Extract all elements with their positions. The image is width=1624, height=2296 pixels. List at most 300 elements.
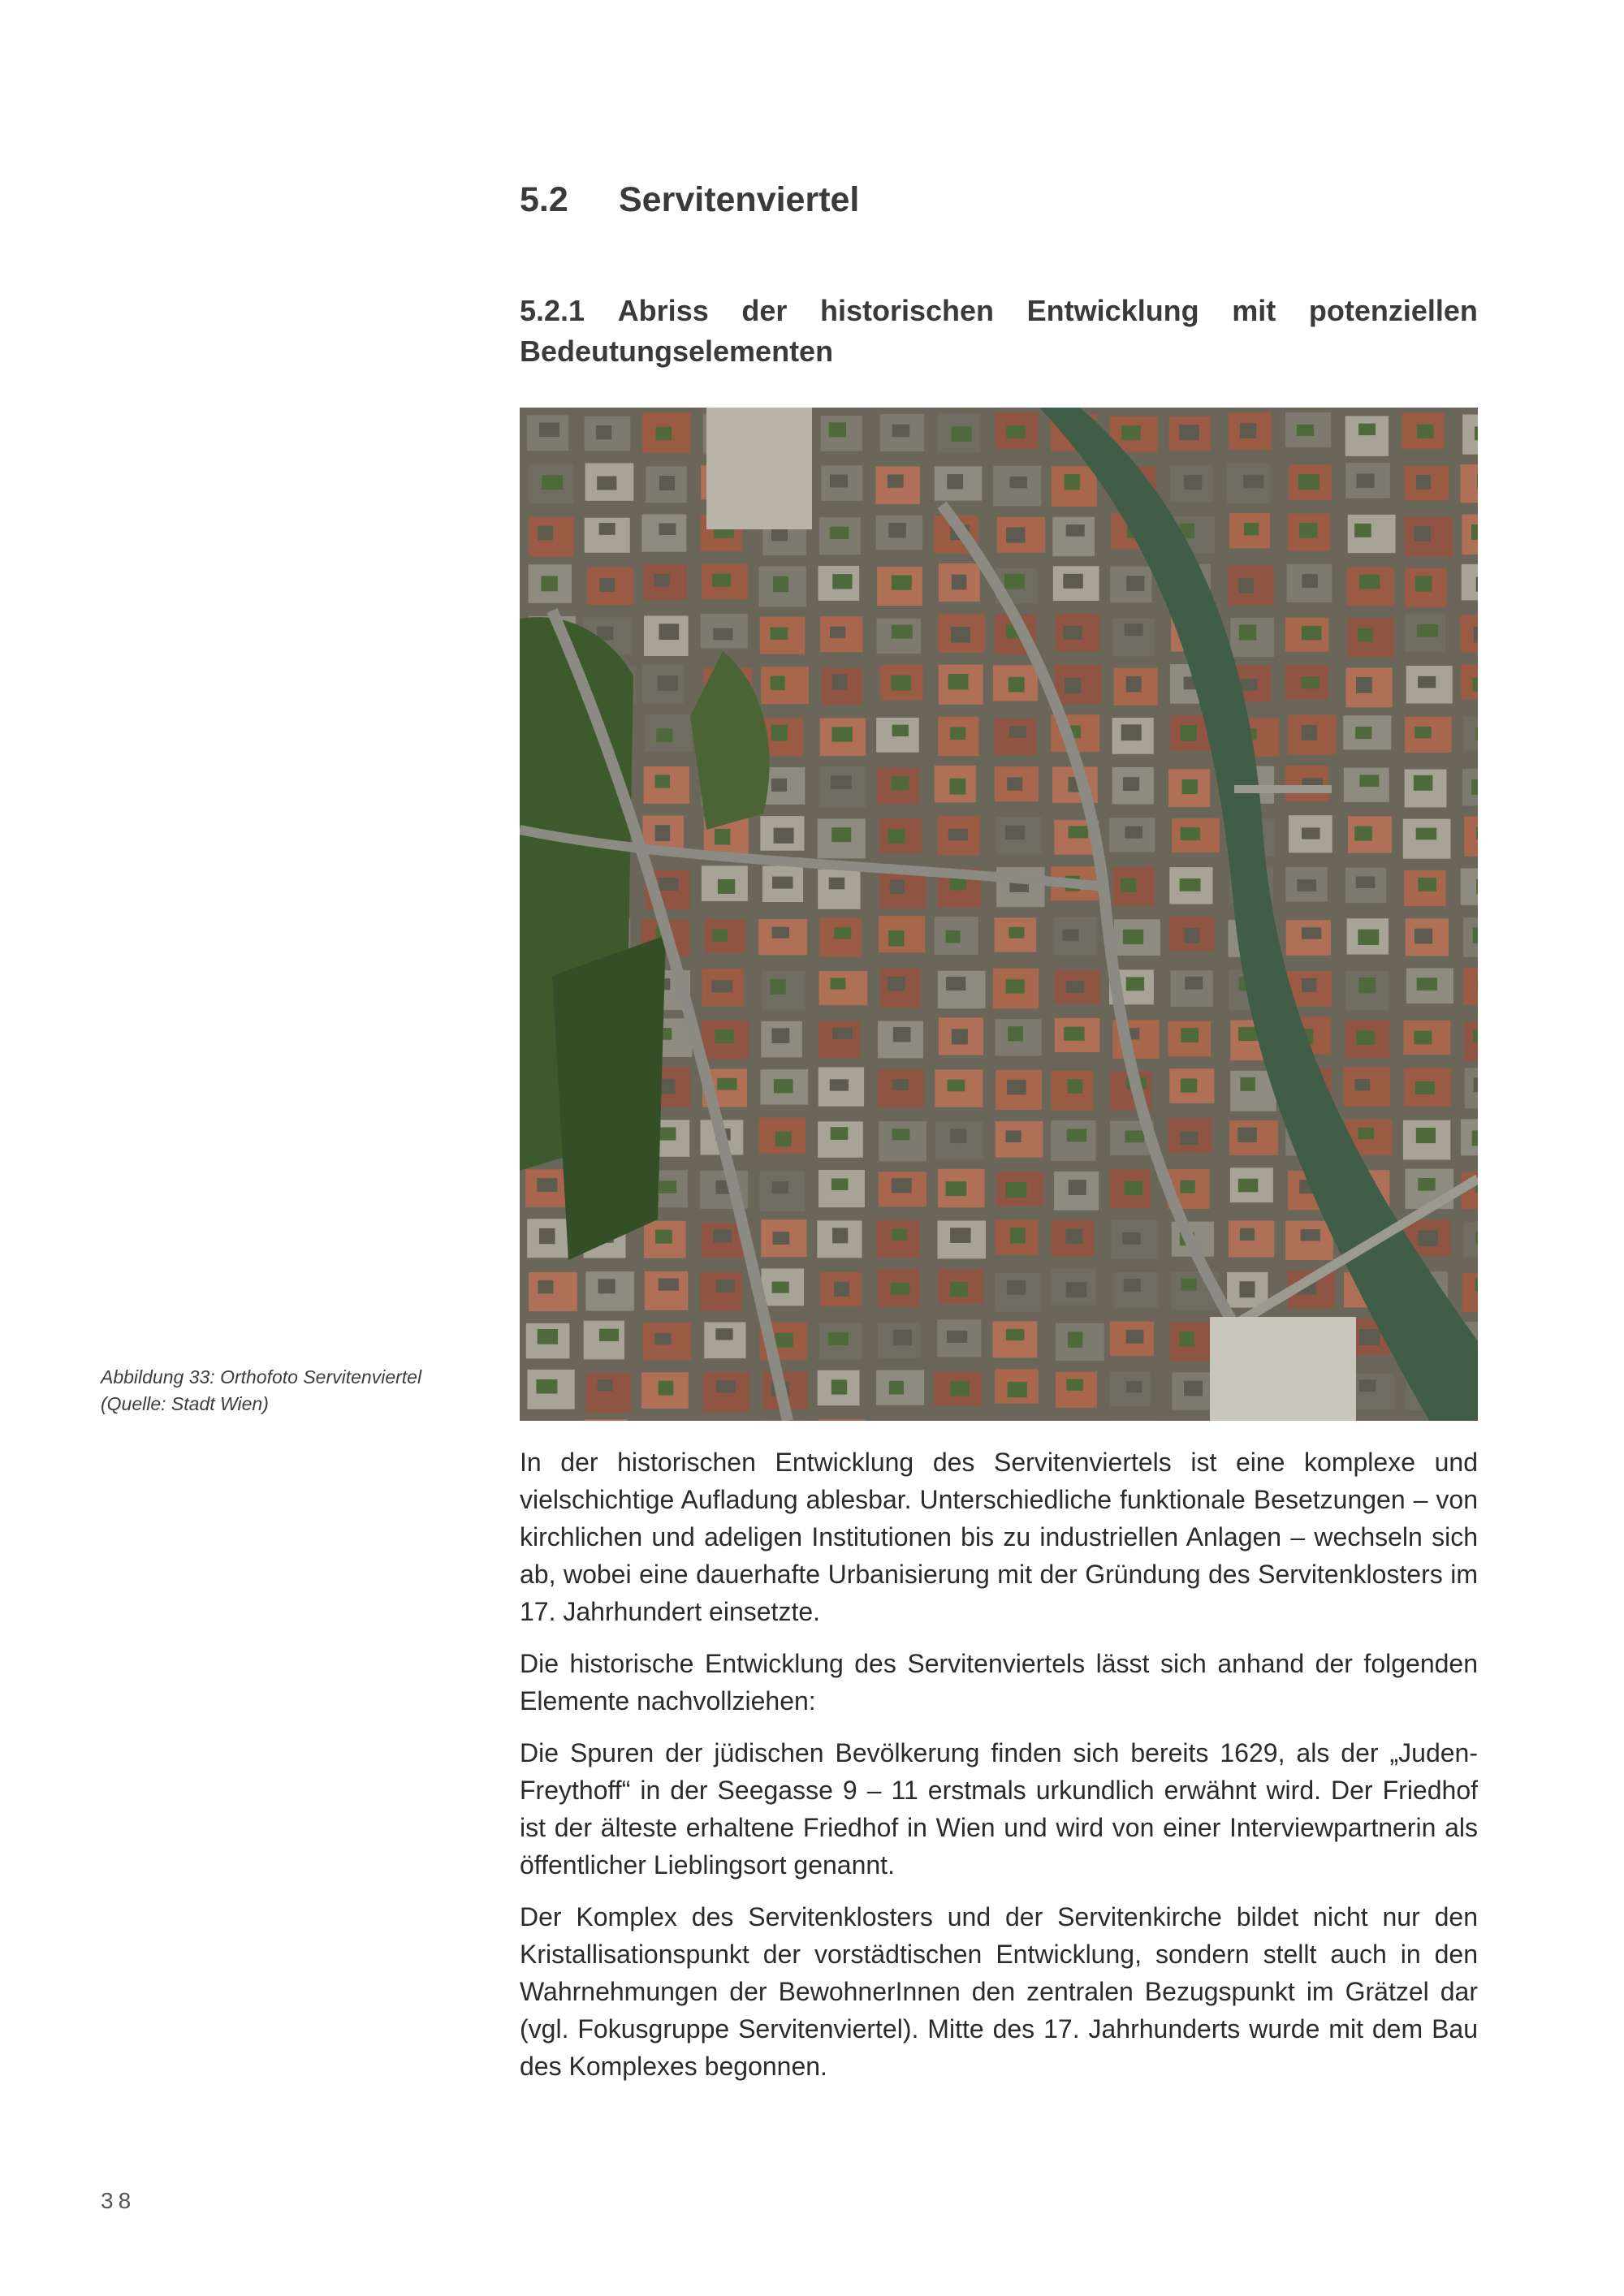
block-courtyard bbox=[1181, 827, 1200, 840]
block-courtyard bbox=[773, 576, 788, 592]
block-courtyard bbox=[1126, 1381, 1142, 1392]
block-courtyard bbox=[1122, 1232, 1140, 1245]
block-courtyard bbox=[1477, 473, 1478, 489]
block-courtyard bbox=[1414, 775, 1433, 791]
block-courtyard bbox=[892, 1079, 909, 1090]
block-courtyard bbox=[1355, 727, 1371, 739]
block-courtyard bbox=[712, 574, 731, 587]
block-courtyard bbox=[659, 1180, 676, 1193]
block-courtyard bbox=[597, 1379, 612, 1391]
block-courtyard bbox=[599, 578, 615, 592]
block-courtyard bbox=[832, 574, 852, 589]
city-block bbox=[645, 1271, 688, 1310]
block-courtyard bbox=[1067, 1129, 1086, 1142]
block-courtyard bbox=[655, 1230, 672, 1244]
block-courtyard bbox=[1416, 828, 1437, 840]
city-block bbox=[1463, 717, 1478, 751]
block-courtyard bbox=[537, 1178, 557, 1192]
block-courtyard bbox=[1475, 727, 1478, 740]
block-courtyard bbox=[1181, 1279, 1197, 1291]
block-courtyard bbox=[950, 1282, 968, 1297]
block-courtyard bbox=[893, 1330, 912, 1345]
block-courtyard bbox=[770, 979, 785, 995]
subsection-heading-line1 bbox=[520, 291, 1478, 331]
block-courtyard bbox=[1123, 777, 1139, 791]
block-courtyard bbox=[1474, 1077, 1478, 1092]
block-courtyard bbox=[948, 674, 969, 689]
block-courtyard bbox=[1356, 473, 1374, 487]
block-courtyard bbox=[1473, 927, 1478, 943]
block-courtyard bbox=[1180, 878, 1201, 891]
block-courtyard bbox=[946, 1181, 967, 1196]
block-courtyard bbox=[1239, 624, 1256, 640]
block-courtyard bbox=[1415, 576, 1432, 591]
block-courtyard bbox=[946, 930, 961, 943]
block-courtyard bbox=[1358, 628, 1372, 642]
block-courtyard bbox=[538, 526, 553, 541]
block-courtyard bbox=[1068, 1331, 1083, 1348]
block-courtyard bbox=[1181, 1078, 1197, 1092]
block-courtyard bbox=[536, 1379, 557, 1393]
subsection-word: Abriss bbox=[617, 294, 709, 327]
block-courtyard bbox=[599, 523, 615, 535]
block-courtyard bbox=[771, 779, 787, 792]
block-courtyard bbox=[656, 728, 672, 742]
city-block bbox=[1461, 869, 1478, 905]
block-courtyard bbox=[1416, 475, 1431, 490]
block-courtyard bbox=[1356, 677, 1372, 693]
block-courtyard bbox=[1418, 1230, 1438, 1246]
block-courtyard bbox=[890, 880, 905, 895]
block-courtyard bbox=[1121, 425, 1141, 440]
block-courtyard bbox=[830, 474, 848, 487]
block-courtyard bbox=[1069, 1180, 1086, 1195]
paragraph: Die historische Entwicklung des Servitenviertels lässt sich anhand der folgenden Elemente nachvollziehen: bbox=[520, 1649, 1478, 1716]
block-courtyard bbox=[950, 1129, 966, 1143]
block-courtyard bbox=[831, 827, 851, 842]
section-heading bbox=[520, 180, 859, 220]
block-courtyard bbox=[1302, 927, 1321, 939]
block-courtyard bbox=[1414, 1031, 1432, 1045]
block-courtyard bbox=[888, 977, 905, 991]
subsection-heading bbox=[520, 291, 1478, 372]
block-courtyard bbox=[1297, 879, 1316, 891]
block-courtyard bbox=[598, 1279, 615, 1293]
block-courtyard bbox=[829, 878, 844, 890]
block-courtyard bbox=[1184, 475, 1202, 490]
block-courtyard bbox=[1238, 1179, 1258, 1193]
city-block bbox=[1345, 416, 1389, 455]
block-courtyard bbox=[1240, 1077, 1255, 1091]
block-courtyard bbox=[1126, 676, 1142, 692]
block-courtyard bbox=[1302, 827, 1320, 839]
block-courtyard bbox=[659, 1381, 674, 1396]
block-courtyard bbox=[1474, 627, 1478, 642]
block-courtyard bbox=[946, 977, 965, 990]
block-courtyard bbox=[950, 1228, 970, 1243]
block-courtyard bbox=[889, 1381, 904, 1395]
block-courtyard bbox=[1354, 826, 1372, 841]
block-courtyard bbox=[1418, 676, 1436, 688]
block-courtyard bbox=[775, 1333, 793, 1348]
block-courtyard bbox=[888, 829, 905, 844]
block-courtyard bbox=[1358, 1128, 1375, 1139]
block-courtyard bbox=[1065, 474, 1080, 490]
city-block bbox=[586, 1373, 631, 1413]
block-courtyard bbox=[830, 1079, 849, 1090]
block-courtyard bbox=[539, 1228, 555, 1244]
block-courtyard bbox=[1007, 1280, 1026, 1294]
block-courtyard bbox=[1359, 775, 1379, 787]
block-courtyard bbox=[1476, 827, 1478, 839]
block-courtyard bbox=[542, 475, 563, 490]
block-courtyard bbox=[711, 980, 732, 992]
block-courtyard bbox=[1472, 1130, 1478, 1146]
block-courtyard bbox=[715, 829, 730, 845]
block-courtyard bbox=[1302, 574, 1317, 588]
block-courtyard bbox=[1416, 1128, 1436, 1143]
block-courtyard bbox=[1418, 1178, 1435, 1191]
block-courtyard bbox=[1006, 425, 1026, 438]
city-block bbox=[1461, 464, 1478, 503]
block-courtyard bbox=[1359, 978, 1376, 994]
block-courtyard bbox=[891, 776, 909, 790]
block-courtyard bbox=[1417, 978, 1437, 990]
block-courtyard bbox=[1358, 930, 1379, 945]
block-courtyard bbox=[831, 727, 852, 741]
block-courtyard bbox=[1356, 1030, 1375, 1045]
block-courtyard bbox=[1063, 574, 1083, 589]
block-courtyard bbox=[1301, 1229, 1320, 1241]
block-courtyard bbox=[831, 1379, 847, 1394]
subsection-word: potenziellen bbox=[1308, 294, 1478, 327]
block-courtyard bbox=[1004, 574, 1025, 589]
figure-caption bbox=[101, 1364, 482, 1418]
block-courtyard bbox=[1182, 779, 1198, 794]
block-courtyard bbox=[654, 775, 669, 788]
block-courtyard bbox=[1185, 977, 1203, 990]
block-courtyard bbox=[1354, 1079, 1370, 1090]
block-courtyard bbox=[893, 1027, 911, 1042]
block-courtyard bbox=[1006, 979, 1025, 993]
block-courtyard bbox=[655, 825, 671, 841]
block-courtyard bbox=[1006, 527, 1026, 542]
block-courtyard bbox=[1414, 526, 1430, 542]
block-courtyard bbox=[1417, 624, 1438, 637]
block-courtyard bbox=[1473, 678, 1478, 692]
block-courtyard bbox=[1126, 977, 1144, 990]
block-courtyard bbox=[834, 1282, 849, 1297]
block-courtyard bbox=[1179, 1331, 1194, 1346]
block-courtyard bbox=[1125, 1130, 1144, 1142]
block-courtyard bbox=[1010, 477, 1027, 489]
block-courtyard bbox=[1009, 677, 1025, 693]
block-courtyard bbox=[1415, 929, 1432, 944]
block-courtyard bbox=[831, 1178, 849, 1189]
block-courtyard bbox=[659, 624, 679, 640]
block-courtyard bbox=[892, 725, 909, 736]
block-courtyard bbox=[1298, 474, 1320, 490]
city-block bbox=[704, 1323, 745, 1359]
block-courtyard bbox=[888, 523, 906, 537]
block-courtyard bbox=[831, 1127, 849, 1140]
block-courtyard bbox=[1179, 425, 1199, 440]
block-courtyard bbox=[654, 1333, 671, 1345]
figure-caption-line2: (Quelle: Stadt Wien) bbox=[101, 1393, 269, 1414]
city-block bbox=[818, 1021, 860, 1059]
subsection-word: 5.2.1 bbox=[520, 294, 585, 327]
block-courtyard bbox=[1297, 425, 1314, 436]
block-courtyard bbox=[1124, 1279, 1141, 1292]
block-courtyard bbox=[658, 675, 678, 690]
block-courtyard bbox=[1475, 1278, 1478, 1292]
subsection-heading-line2: Bedeutungselementen bbox=[520, 334, 834, 368]
block-courtyard bbox=[1005, 1130, 1021, 1142]
block-courtyard bbox=[1180, 1180, 1194, 1193]
block-courtyard bbox=[830, 527, 849, 539]
block-courtyard bbox=[597, 477, 616, 490]
block-courtyard bbox=[1476, 879, 1478, 895]
aerial-map-illustration bbox=[520, 408, 1478, 1421]
block-courtyard bbox=[659, 1278, 679, 1290]
block-courtyard bbox=[1066, 1379, 1083, 1391]
block-courtyard bbox=[1065, 678, 1081, 693]
block-courtyard bbox=[950, 727, 965, 740]
block-courtyard bbox=[1062, 930, 1078, 941]
block-courtyard bbox=[1475, 1232, 1478, 1244]
subsection-word: mit bbox=[1232, 294, 1276, 327]
block-courtyard bbox=[1066, 1282, 1087, 1297]
block-courtyard bbox=[892, 1178, 912, 1193]
block-courtyard bbox=[952, 1029, 968, 1044]
park-area-south bbox=[552, 935, 666, 1260]
block-courtyard bbox=[1356, 877, 1376, 888]
block-courtyard bbox=[1007, 1080, 1026, 1094]
block-courtyard bbox=[1299, 523, 1318, 537]
block-courtyard bbox=[832, 1027, 853, 1039]
block-courtyard bbox=[892, 425, 910, 438]
block-courtyard bbox=[1069, 826, 1088, 838]
block-courtyard bbox=[950, 779, 966, 795]
city-block bbox=[585, 1419, 628, 1421]
block-courtyard bbox=[654, 574, 669, 587]
block-courtyard bbox=[1473, 1029, 1478, 1042]
block-courtyard bbox=[951, 627, 970, 642]
block-courtyard bbox=[1066, 981, 1084, 993]
block-courtyard bbox=[891, 675, 910, 691]
subsection-word: der bbox=[741, 294, 788, 327]
block-courtyard bbox=[1006, 1182, 1027, 1198]
block-courtyard bbox=[1237, 1128, 1256, 1142]
block-courtyard bbox=[1477, 979, 1478, 991]
block-courtyard bbox=[828, 1332, 849, 1345]
block-courtyard bbox=[1121, 724, 1142, 740]
block-courtyard bbox=[892, 625, 913, 639]
block-courtyard bbox=[831, 978, 846, 989]
block-courtyard bbox=[1417, 425, 1434, 438]
block-courtyard bbox=[712, 930, 728, 942]
plaza-building bbox=[706, 408, 812, 529]
block-courtyard bbox=[716, 1280, 735, 1292]
block-courtyard bbox=[1239, 1281, 1255, 1297]
block-courtyard bbox=[952, 575, 966, 590]
block-courtyard bbox=[1471, 779, 1478, 795]
block-courtyard bbox=[1181, 1028, 1199, 1042]
page-number: 38 bbox=[101, 2188, 136, 2213]
block-courtyard bbox=[656, 427, 672, 441]
block-courtyard bbox=[950, 1381, 970, 1396]
city-block bbox=[1462, 564, 1478, 600]
block-courtyard bbox=[718, 879, 735, 894]
block-courtyard bbox=[717, 1078, 736, 1090]
city-block bbox=[818, 870, 860, 909]
block-courtyard bbox=[1063, 626, 1082, 640]
block-courtyard bbox=[774, 828, 794, 844]
block-courtyard bbox=[1241, 679, 1257, 691]
block-courtyard bbox=[892, 575, 912, 589]
block-courtyard bbox=[1302, 626, 1322, 640]
block-courtyard bbox=[1125, 826, 1142, 839]
block-courtyard bbox=[1418, 878, 1436, 891]
city-block bbox=[818, 1419, 865, 1421]
block-courtyard bbox=[770, 628, 788, 640]
paragraph: In der historischen Entwicklung des Servitenviertels ist eine komplexe und vielschichtige Aufladung ablesbar. Unterschiedliche funktionale Besetzungen – von kirchlichen und adeligen Institutionen bis zu industriellen Anlagen – wechseln sich ab, wobei eine dauerhafte Urbanisierung mit der Gründung des Servitenklosters im 17. Jahrhundert einsetzte. bbox=[520, 1448, 1478, 1626]
block-courtyard bbox=[1010, 1228, 1026, 1243]
block-courtyard bbox=[892, 1228, 907, 1240]
section-title: Servitenviertel bbox=[619, 180, 860, 219]
block-courtyard bbox=[1006, 1329, 1025, 1340]
block-courtyard bbox=[1244, 523, 1259, 535]
block-courtyard bbox=[716, 1380, 736, 1392]
paragraph: Die Spuren der jüdischen Bevölkerung finden sich bereits 1629, als der „Juden-Freythoff“ in der Seegasse 9 – 11 erstmals urkundlich erwähnt wird. Der Friedhof ist der älteste erhaltene Friedhof in Wien und wird von einer Interviewpartnerin als öffentlicher Lieblingsort genannt. bbox=[520, 1738, 1478, 1880]
block-courtyard bbox=[538, 1329, 558, 1344]
block-courtyard bbox=[888, 930, 904, 947]
block-courtyard bbox=[1471, 524, 1478, 540]
block-courtyard bbox=[1125, 624, 1143, 636]
block-courtyard bbox=[888, 474, 904, 487]
figure-caption-line1: Abbildung 33: Orthofoto Servitenviertel bbox=[101, 1366, 422, 1388]
block-courtyard bbox=[1415, 1081, 1435, 1094]
block-courtyard bbox=[832, 675, 848, 690]
block-courtyard bbox=[1123, 930, 1143, 944]
section-number: 5.2 bbox=[520, 180, 568, 219]
block-courtyard bbox=[1302, 978, 1316, 992]
subsection-word: Entwicklung bbox=[1026, 294, 1199, 327]
orthophoto-servitenviertel bbox=[520, 408, 1478, 1421]
block-courtyard bbox=[1007, 777, 1022, 790]
block-courtyard bbox=[1415, 727, 1431, 738]
block-courtyard bbox=[1009, 727, 1026, 738]
block-courtyard bbox=[1008, 1026, 1023, 1041]
block-courtyard bbox=[772, 877, 793, 889]
block-courtyard bbox=[1180, 1131, 1198, 1145]
block-courtyard bbox=[659, 476, 675, 490]
block-courtyard bbox=[1066, 524, 1085, 537]
city-block bbox=[1052, 517, 1095, 556]
block-courtyard bbox=[1126, 1330, 1144, 1344]
block-courtyard bbox=[1240, 1228, 1255, 1241]
body-text bbox=[520, 1444, 1478, 2100]
block-courtyard bbox=[773, 1232, 790, 1245]
block-courtyard bbox=[1243, 475, 1263, 489]
block-courtyard bbox=[1476, 577, 1478, 592]
paragraph: Der Komplex des Servitenklosters und der Servitenkirche bildet nicht nur den Kristallisationspunkt der vorstädtischen Entwicklung, sondern stellt auch in den Wahrnehmungen der BewohnerInnen den zentralen Bezugspunkt im Grätzel dar (vgl. Fokusgruppe Servitenviertel). Mitte des 17. Jahrhunderts wurde mit dem Bau des Komplexes begonnen. bbox=[520, 1902, 1478, 2081]
block-courtyard bbox=[952, 427, 972, 442]
block-courtyard bbox=[1302, 725, 1317, 740]
block-courtyard bbox=[771, 725, 788, 741]
block-courtyard bbox=[1475, 426, 1478, 440]
block-courtyard bbox=[1358, 424, 1376, 435]
block-courtyard bbox=[596, 425, 611, 439]
block-courtyard bbox=[771, 676, 785, 690]
block-courtyard bbox=[1068, 1079, 1083, 1094]
block-courtyard bbox=[1184, 1381, 1203, 1396]
block-courtyard bbox=[713, 1229, 732, 1242]
block-courtyard bbox=[947, 1331, 967, 1343]
block-courtyard bbox=[538, 1280, 554, 1294]
block-courtyard bbox=[1180, 725, 1196, 741]
block-courtyard bbox=[1354, 524, 1371, 537]
block-courtyard bbox=[1359, 1329, 1380, 1345]
construction-site bbox=[1210, 1317, 1356, 1421]
block-courtyard bbox=[948, 829, 968, 840]
block-courtyard bbox=[891, 1283, 910, 1295]
city-block bbox=[1464, 817, 1478, 857]
block-courtyard bbox=[829, 422, 846, 437]
block-courtyard bbox=[1009, 927, 1024, 939]
block-courtyard bbox=[775, 1132, 792, 1147]
block-courtyard bbox=[1238, 578, 1254, 593]
block-courtyard bbox=[772, 1282, 789, 1293]
block-courtyard bbox=[832, 1228, 848, 1243]
block-courtyard bbox=[1121, 878, 1136, 892]
block-courtyard bbox=[713, 628, 732, 641]
block-courtyard bbox=[831, 775, 852, 789]
block-courtyard bbox=[715, 1328, 732, 1340]
city-block bbox=[879, 1121, 926, 1161]
city-block bbox=[1463, 1222, 1478, 1258]
block-courtyard bbox=[947, 1080, 965, 1091]
subsection-word: historischen bbox=[819, 294, 995, 327]
block-courtyard bbox=[1359, 1379, 1376, 1392]
block-courtyard bbox=[1008, 1382, 1027, 1397]
block-courtyard bbox=[1359, 575, 1380, 589]
block-courtyard bbox=[892, 1129, 909, 1140]
block-courtyard bbox=[659, 878, 678, 891]
block-courtyard bbox=[1240, 423, 1256, 438]
block-courtyard bbox=[947, 474, 963, 489]
block-courtyard bbox=[1238, 1027, 1258, 1041]
block-courtyard bbox=[774, 1079, 793, 1093]
block-courtyard bbox=[830, 627, 845, 638]
block-courtyard bbox=[599, 1329, 619, 1341]
block-courtyard bbox=[1126, 576, 1144, 591]
block-courtyard bbox=[1005, 826, 1025, 839]
block-courtyard bbox=[1125, 1181, 1143, 1195]
city-block bbox=[1463, 968, 1478, 1005]
block-courtyard bbox=[771, 1028, 789, 1043]
block-courtyard bbox=[772, 927, 789, 939]
block-courtyard bbox=[772, 1181, 788, 1193]
block-courtyard bbox=[659, 524, 676, 535]
block-courtyard bbox=[542, 576, 558, 591]
block-courtyard bbox=[539, 422, 559, 437]
block-courtyard bbox=[715, 1029, 733, 1043]
block-courtyard bbox=[1064, 1027, 1084, 1041]
block-courtyard bbox=[1302, 676, 1320, 688]
block-courtyard bbox=[834, 927, 851, 939]
block-courtyard bbox=[1066, 1228, 1083, 1244]
